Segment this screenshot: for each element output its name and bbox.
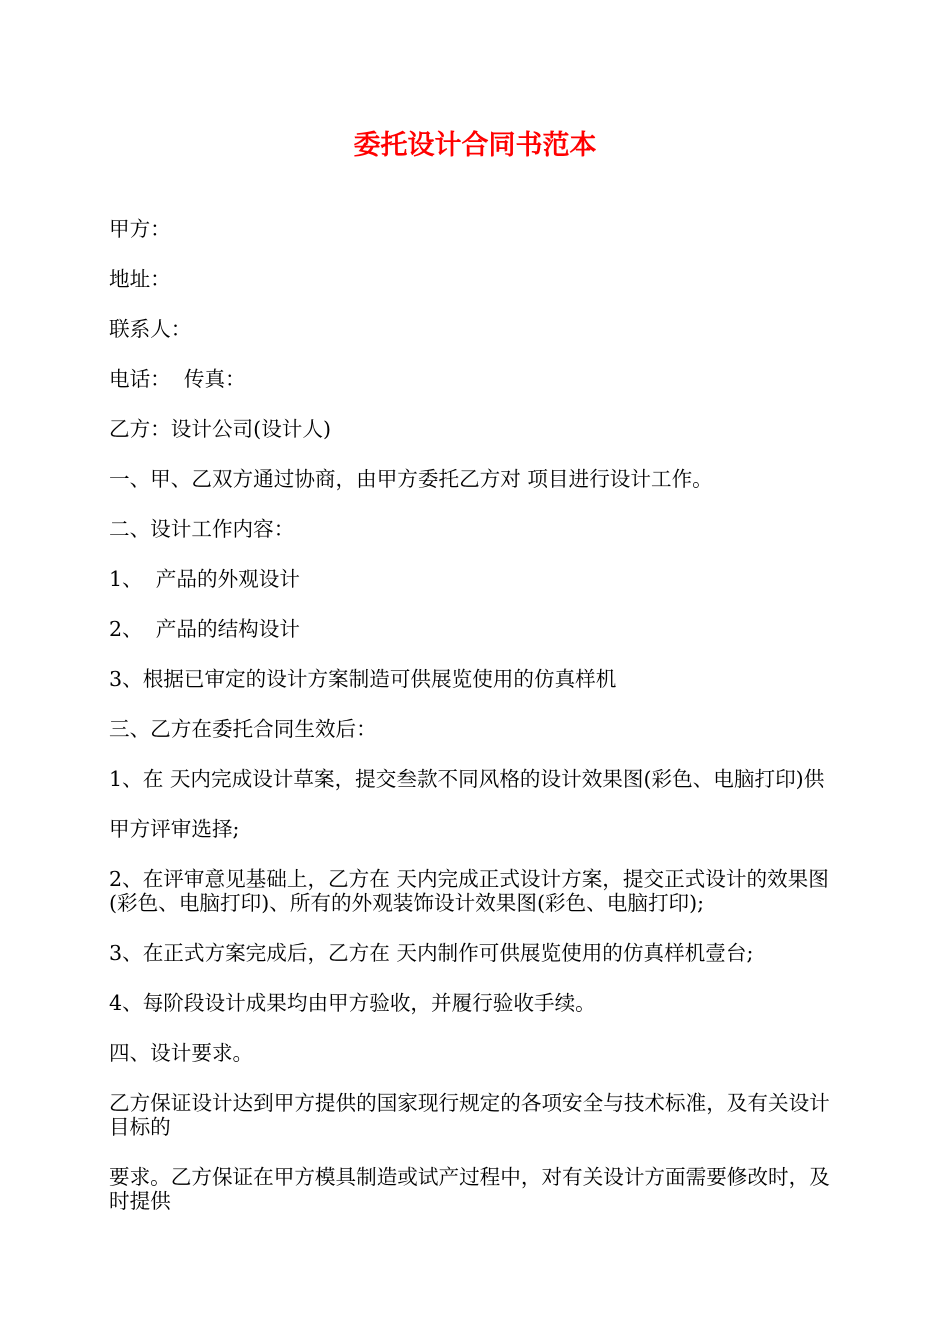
section-four-heading: 四、设计要求。 [109,1041,254,1065]
duty-item-3: 3、在正式方案完成后，乙方在 天内制作可供展览使用的仿真样机壹台; [109,941,754,965]
duty-item-2: 2、在评审意见基础上，乙方在 天内完成正式设计方案，提交正式设计的效果图(彩色、电脑打印)、所有的外观装饰设计效果图(彩色、电脑打印); [109,867,829,915]
section-one: 一、甲、乙双方通过协商，由甲方委托乙方对 项目进行设计工作。 [109,467,713,491]
work-item-3: 3、根据已审定的设计方案制造可供展览使用的仿真样机 [109,667,617,691]
requirement-paragraph-2: 要求。乙方保证在甲方模具制造或试产过程中，对有关设计方面需要修改时，及时提供 [109,1165,830,1213]
duty-item-4: 4、每阶段设计成果均由甲方验收，并履行验收手续。 [109,991,596,1015]
section-three-heading: 三、乙方在委托合同生效后： [109,717,377,741]
work-item-2: 2、 产品的结构设计 [109,617,300,641]
duty-item-1-continued: 甲方评审选择; [109,817,240,841]
work-item-1: 1、 产品的外观设计 [109,567,300,591]
phone-fax-line: 电话： 传真： [109,367,246,391]
section-two-heading: 二、设计工作内容： [109,517,295,541]
duty-item-1: 1、在 天内完成设计草案，提交叁款不同风格的设计效果图(彩色、电脑打印)供 [109,767,825,791]
requirement-paragraph-1: 乙方保证设计达到甲方提供的国家现行规定的各项安全与技术标准，及有关设计目标的 [109,1091,830,1139]
document-title: 委托设计合同书范本 [353,130,597,161]
document-body [109,217,849,1239]
party-b-line: 乙方：设计公司(设计人) [109,417,332,441]
party-a-line: 甲方： [109,217,171,241]
address-line: 地址： [109,267,171,291]
contact-line: 联系人： [109,317,192,341]
